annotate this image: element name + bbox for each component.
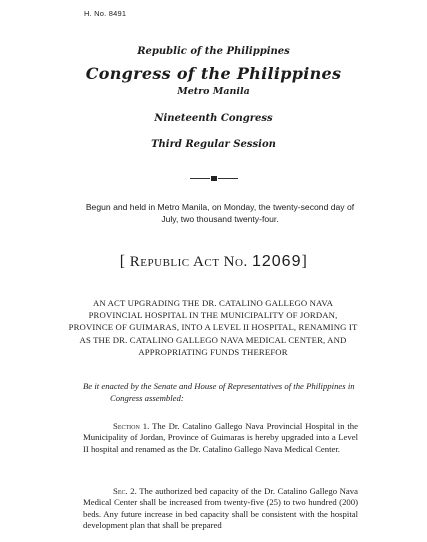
header-republic: Republic of the Philippines — [137, 46, 290, 57]
header-metro: Metro Manila — [177, 86, 250, 97]
republic-act-heading — [0, 253, 427, 271]
divider-line-right — [218, 178, 238, 179]
enacting-clause — [83, 381, 358, 404]
divider-ornament — [190, 176, 238, 182]
divider-dot — [211, 176, 217, 181]
header-congress: Congress of the Philippines — [85, 64, 342, 83]
enacting-clause-line1: Be it enacted by the Senate and House of Representatives of the Philippines in — [83, 381, 355, 391]
section-2-label: Sec. 2. — [113, 486, 137, 496]
open-bracket: [ — [119, 253, 126, 270]
section-1-text: The Dr. Catalino Gallego Nava Provincial Hospital in the Municipality of Jordan, Province of Guimaras is hereby upgraded into a Level II hospital and renamed as the Dr. Catalino Gallego Nava Medical Center. — [83, 421, 358, 454]
section-1-label: Section 1. — [113, 421, 150, 431]
section-2-text: The authorized bed capacity of the Dr. Catalino Gallego Nava Medical Center shall be increased from twenty-five (25) to two hundred (200) beds. Any future increase in bed capacity shall be consistent with the hospital development plan that shall be prepared — [83, 486, 358, 531]
republic-act-number: 12069 — [251, 253, 302, 270]
house-bill-number: H. No. 8491 — [84, 9, 127, 18]
begun-statement: Begun and held in Metro Manila, on Monday, the twenty-second day of July, two thousand twenty-four. — [85, 202, 355, 224]
act-title: AN ACT UPGRADING THE DR. CATALINO GALLEGO NAVA PROVINCIAL HOSPITAL IN THE MUNICIPALITY OF JORDAN, PROVINCE OF GUIMARAS, INTO A LEVEL II HOSPITAL, RENAMING IT AS THE DR. CATALINO GALLEGO NAVA MEDICAL CENTER, AND APPROPRIATING FUNDS THEREFOR — [68, 298, 358, 357]
republic-act-label: Republic Act No. — [129, 254, 248, 270]
header-congress-number: Nineteenth Congress — [154, 113, 273, 124]
section-1 — [83, 421, 358, 455]
divider-line-left — [190, 178, 210, 179]
header-session: Third Regular Session — [151, 139, 276, 150]
enacting-clause-line2: Congress assembled: — [110, 392, 184, 403]
section-2 — [83, 486, 358, 532]
close-bracket: ] — [301, 253, 308, 270]
